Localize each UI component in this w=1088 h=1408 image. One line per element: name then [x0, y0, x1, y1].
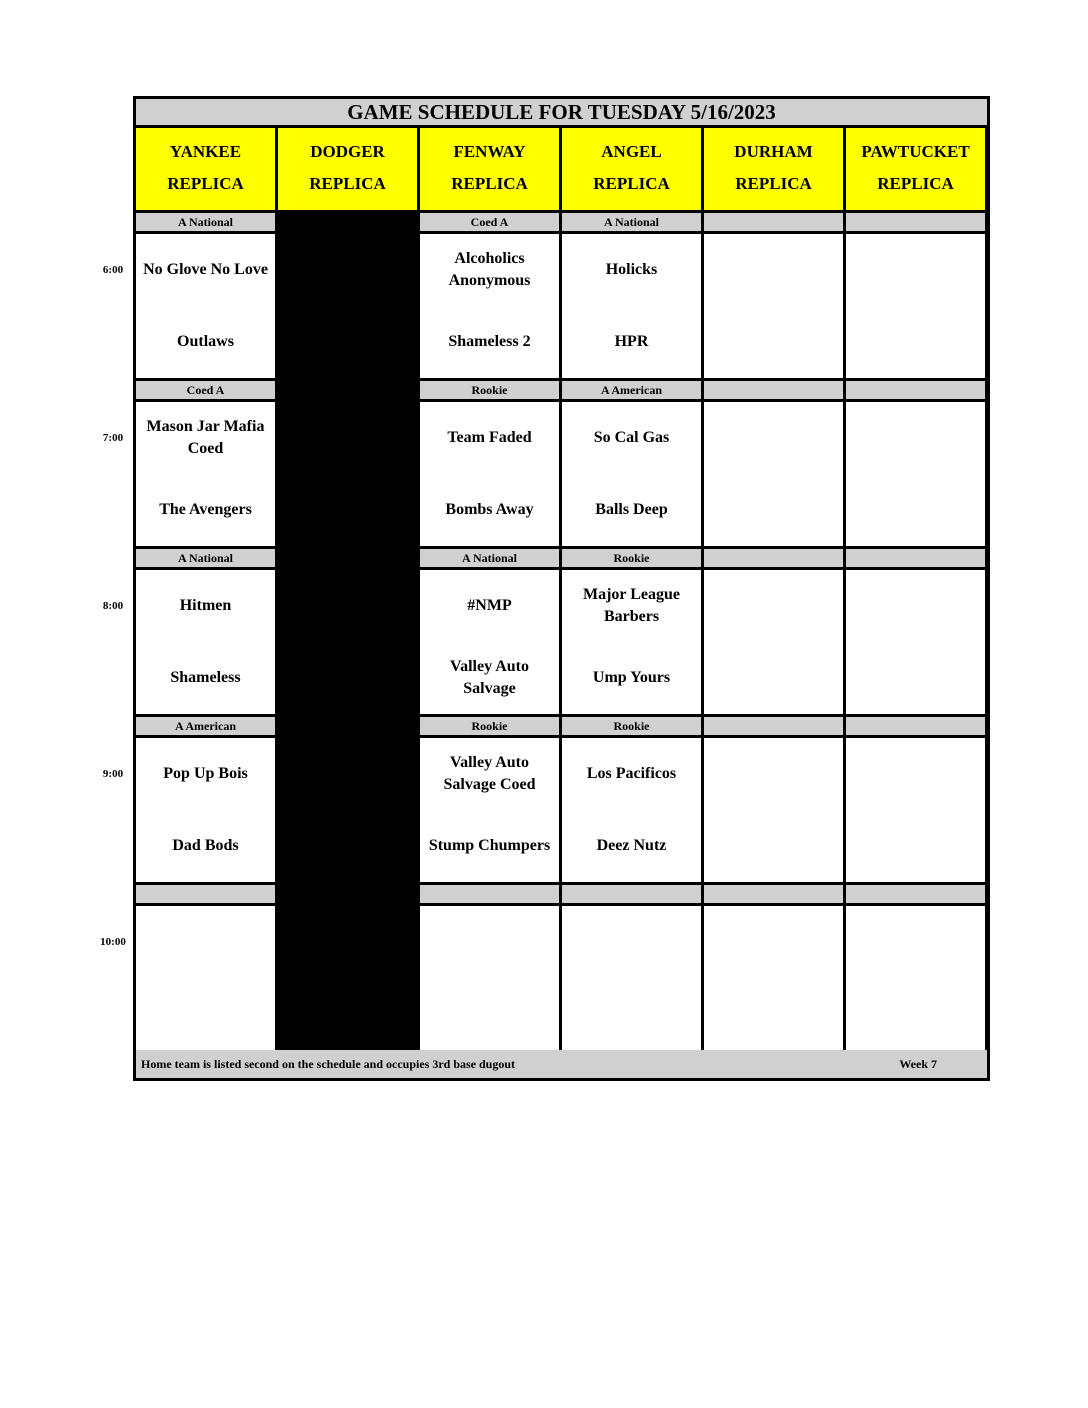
away-team: Los Pacificos [586, 765, 677, 782]
away-team [846, 240, 985, 300]
closed-field-block [278, 549, 417, 714]
away-team: Mason Jar Mafia Coed [146, 418, 265, 457]
game-slot [562, 234, 701, 378]
away-team [704, 408, 843, 468]
home-team [420, 990, 559, 1038]
field-subtitle: REPLICA [167, 174, 244, 193]
division-label: Rookie [420, 717, 559, 735]
division-label: A National [136, 213, 275, 231]
game-slot [704, 738, 843, 882]
home-team: Balls Deep [595, 501, 668, 518]
game-slot [136, 402, 275, 546]
field-name: DODGER [310, 142, 385, 161]
away-team [704, 240, 843, 300]
home-team: Shameless 2 [448, 333, 531, 350]
away-team [846, 576, 985, 636]
field-subtitle: REPLICA [735, 174, 812, 193]
away-team [846, 912, 985, 972]
away-team: Alcoholics Anonymous [448, 250, 531, 289]
division-label [846, 381, 985, 399]
game-slot [846, 402, 985, 546]
game-slot [136, 738, 275, 882]
schedule-table [133, 96, 990, 1081]
closed-field-block [278, 717, 417, 882]
division-label: A National [136, 549, 275, 567]
division-label: A American [136, 717, 275, 735]
field-subtitle: REPLICA [451, 174, 528, 193]
game-slot [846, 738, 985, 882]
game-slot [420, 570, 559, 714]
home-team: Ump Yours [592, 669, 671, 686]
game-slot [846, 906, 985, 1050]
division-label [846, 213, 985, 231]
home-team: Deez Nutz [596, 837, 667, 854]
division-label: A American [562, 381, 701, 399]
division-label [704, 549, 843, 567]
home-team: Outlaws [177, 333, 234, 350]
game-slot [562, 570, 701, 714]
division-label [704, 717, 843, 735]
away-team [704, 912, 843, 972]
field-name: FENWAY [453, 142, 526, 161]
field-header-durham [704, 128, 843, 210]
field-header-angel [562, 128, 701, 210]
closed-field-block [278, 213, 417, 378]
division-label: Rookie [562, 717, 701, 735]
away-team: So Cal Gas [593, 429, 670, 446]
away-team: No Glove No Love [143, 261, 268, 278]
away-team: Major League Barbers [582, 586, 680, 625]
home-team [704, 654, 843, 702]
home-team: HPR [614, 333, 649, 350]
division-label [846, 885, 985, 903]
division-label [704, 885, 843, 903]
home-team [704, 990, 843, 1038]
home-team [562, 990, 701, 1038]
division-label [136, 885, 275, 903]
week-label: Week 7 [899, 1056, 937, 1071]
time-label: 8:00 [102, 600, 124, 612]
game-slot [846, 570, 985, 714]
away-team: Hitmen [179, 597, 232, 614]
time-label: 9:00 [102, 768, 124, 780]
game-slot [136, 570, 275, 714]
field-name: YANKEE [169, 142, 242, 161]
field-header-pawtucket [846, 128, 985, 210]
game-slot [704, 402, 843, 546]
away-team [704, 744, 843, 804]
division-label: Coed A [136, 381, 275, 399]
field-name: PAWTUCKET [861, 142, 970, 161]
away-team: Pop Up Bois [163, 765, 248, 782]
field-name: ANGEL [601, 142, 662, 161]
division-label [562, 885, 701, 903]
home-team [704, 822, 843, 870]
division-label: Coed A [420, 213, 559, 231]
game-slot [704, 906, 843, 1050]
game-slot [704, 234, 843, 378]
footer-band [136, 1050, 987, 1078]
game-slot [704, 570, 843, 714]
game-slot [562, 402, 701, 546]
field-header-yankee [136, 128, 275, 210]
away-team: #NMP [467, 597, 512, 614]
division-label [846, 549, 985, 567]
field-subtitle: REPLICA [309, 174, 386, 193]
game-slot [420, 738, 559, 882]
home-team [846, 822, 985, 870]
game-slot [562, 906, 701, 1050]
home-team [846, 486, 985, 534]
home-team: Dad Bods [172, 837, 239, 854]
away-team [704, 576, 843, 636]
page-title: GAME SCHEDULE FOR TUESDAY 5/16/2023 [136, 99, 987, 125]
game-slot [562, 738, 701, 882]
game-slot [136, 234, 275, 378]
away-team [562, 912, 701, 972]
home-team: Bombs Away [445, 501, 534, 518]
home-team [846, 654, 985, 702]
time-label: 6:00 [102, 264, 124, 276]
field-header-fenway [420, 128, 559, 210]
division-label: Rookie [562, 549, 701, 567]
home-team: Valley Auto Salvage [450, 658, 529, 697]
division-label [704, 213, 843, 231]
home-team [136, 990, 275, 1038]
division-label [420, 885, 559, 903]
time-label: 7:00 [102, 432, 124, 444]
division-label: A National [420, 549, 559, 567]
home-team: The Avengers [159, 501, 252, 518]
away-team [136, 912, 275, 972]
away-team: Holicks [605, 261, 658, 278]
away-team: Team Faded [447, 429, 532, 446]
home-team: Shameless [170, 669, 241, 686]
away-team [420, 912, 559, 972]
home-team [846, 318, 985, 366]
division-label [846, 717, 985, 735]
home-team [704, 318, 843, 366]
home-team: Stump Chumpers [428, 837, 551, 854]
footer-note: Home team is listed second on the schedule and occupies 3rd base dugout [141, 1056, 516, 1071]
closed-field-block [278, 885, 417, 1050]
division-label [704, 381, 843, 399]
field-subtitle: REPLICA [593, 174, 670, 193]
game-slot [420, 234, 559, 378]
time-label: 10:00 [100, 936, 126, 948]
away-team [846, 408, 985, 468]
division-label: A National [562, 213, 701, 231]
away-team [846, 744, 985, 804]
away-team: Valley Auto Salvage Coed [443, 754, 536, 793]
game-slot [420, 402, 559, 546]
home-team [704, 486, 843, 534]
game-slot [420, 906, 559, 1050]
field-subtitle: REPLICA [877, 174, 954, 193]
field-header-dodger [278, 128, 417, 210]
closed-field-block [278, 381, 417, 546]
game-slot [846, 234, 985, 378]
field-name: DURHAM [734, 142, 813, 161]
game-slot [136, 906, 275, 1050]
home-team [846, 990, 985, 1038]
division-label: Rookie [420, 381, 559, 399]
